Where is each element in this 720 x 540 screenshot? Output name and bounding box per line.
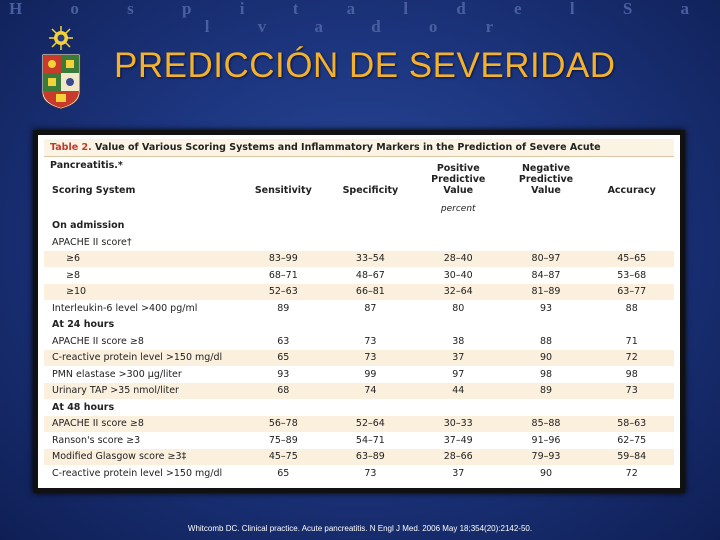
cell-value: 63–89 (327, 449, 414, 466)
slide-title: PREDICCIÓN DE SEVERIDAD (114, 46, 616, 85)
cell-value: 54–71 (355, 434, 385, 446)
cell-value: 98 (539, 368, 553, 380)
cell-value (503, 399, 590, 416)
row-label: Ranson's score ≥3 (52, 434, 141, 446)
table-row (44, 383, 674, 400)
scoring-table (44, 161, 674, 482)
cell-value: 38 (452, 335, 465, 347)
cell-value: 33–54 (327, 251, 414, 268)
citation: Whitcomb DC. Clinical practice. Acute pancreatitis. N Engl J Med. 2006 May 18;354(20):2142-50. (187, 524, 533, 533)
row-label: C-reactive protein level >150 mg/dl (44, 350, 240, 367)
hospital-name: H o s p i t a l d e l S a l v a d o r (8, 0, 712, 36)
cell-value: 80 (452, 302, 465, 314)
header-row (44, 161, 674, 201)
section-row (44, 218, 674, 235)
cell-value: 65 (240, 350, 327, 367)
cell-value (240, 317, 327, 334)
cell-value (589, 218, 674, 235)
cell-value: 28–66 (414, 449, 503, 466)
university-crest-logo (36, 26, 86, 110)
cell-value: 37–49 (443, 434, 473, 446)
cell-value (414, 317, 503, 334)
cell-value: 58–63 (589, 416, 674, 433)
table-row (44, 251, 674, 268)
col-header-specificity: Specificity (342, 185, 399, 196)
section-row (44, 317, 674, 334)
cell-value: 65 (277, 467, 290, 479)
row-label: APACHE II score ≥8 (44, 416, 240, 433)
cell-value: 91–96 (531, 434, 561, 446)
row-label: C-reactive protein level >150 mg/dl (52, 467, 223, 479)
cell-value: 88 (539, 335, 553, 347)
cell-value: 99 (364, 368, 377, 380)
cell-value: 73 (589, 383, 674, 400)
table-row (44, 300, 674, 317)
cell-value: 71 (625, 335, 638, 347)
cell-value (414, 218, 503, 235)
cell-value (503, 317, 590, 334)
cell-value (589, 317, 674, 334)
cell-value (240, 234, 327, 251)
cell-value: 72 (625, 467, 638, 479)
caption-text: Value of Various Scoring Systems and Inflammatory Markers in the Prediction of Severe Acute Pancreatitis.* (50, 142, 601, 171)
table-row (44, 465, 674, 482)
cell-value (589, 399, 674, 416)
col-header-accuracy: Accuracy (607, 185, 656, 196)
cell-value (414, 234, 503, 251)
section-row (44, 399, 674, 416)
table-row (44, 432, 674, 449)
cell-value: 75–89 (268, 434, 298, 446)
table-row (44, 234, 674, 251)
table-row (44, 366, 674, 383)
cell-value: 52–64 (327, 416, 414, 433)
table-row (44, 267, 674, 284)
col-header-ppv: Positive Predictive Value (431, 163, 486, 196)
cell-value: 37 (414, 350, 503, 367)
cell-value (327, 399, 414, 416)
row-label: APACHE II score ≥8 (52, 335, 144, 347)
cell-value: 90 (539, 467, 553, 479)
col-header-npv: Negative Predictive Value (518, 163, 574, 196)
cell-value: 32–64 (414, 284, 503, 301)
table-row (44, 284, 674, 301)
cell-value: 79–93 (503, 449, 590, 466)
caption-label: Table 2. (50, 142, 92, 153)
cell-value: 81–89 (503, 284, 590, 301)
cell-value (503, 234, 590, 251)
cell-value: 73 (364, 335, 377, 347)
row-label: At 24 hours (52, 319, 115, 331)
cell-value: 93 (277, 368, 290, 380)
cell-value: 28–40 (414, 251, 503, 268)
cell-value: 93 (539, 302, 553, 314)
cell-value: 30–40 (443, 269, 473, 281)
unit-note: percent (440, 204, 476, 215)
row-label: Modified Glasgow score ≥3‡ (44, 449, 240, 466)
table-row (44, 333, 674, 350)
cell-value: 89 (277, 302, 290, 314)
row-label: At 48 hours (52, 401, 115, 413)
cell-value: 84–87 (531, 269, 561, 281)
cell-value: 53–68 (617, 269, 647, 281)
cell-value (503, 218, 590, 235)
table-row (44, 416, 674, 433)
cell-value (414, 399, 503, 416)
cell-value: 87 (364, 302, 377, 314)
cell-value: 68 (240, 383, 327, 400)
row-label: PMN elastase >300 µg/liter (52, 368, 182, 380)
cell-value: 48–67 (355, 269, 385, 281)
col-header-sensitivity: Sensitivity (254, 185, 312, 196)
cell-value: 73 (364, 467, 377, 479)
row-label: On admission (52, 220, 125, 232)
table-caption (44, 139, 674, 171)
cell-value: 88 (625, 302, 638, 314)
cell-value (240, 399, 327, 416)
row-label: ≥8 (66, 269, 81, 281)
cell-value: 89 (503, 383, 590, 400)
cell-value: 80–97 (503, 251, 590, 268)
row-label: Interleukin-6 level >400 pg/ml (52, 302, 198, 314)
cell-value: 44 (414, 383, 503, 400)
cell-value: 83–99 (240, 251, 327, 268)
cell-value: 37 (452, 467, 465, 479)
cell-value (240, 218, 327, 235)
cell-value: 63 (277, 335, 290, 347)
cell-value: 74 (327, 383, 414, 400)
table-row (44, 449, 674, 466)
cell-value: 45–65 (589, 251, 674, 268)
row-label: ≥10 (44, 284, 240, 301)
cell-value: 98 (625, 368, 638, 380)
table-row (44, 350, 674, 367)
cell-value: 56–78 (240, 416, 327, 433)
cell-value: 30–33 (414, 416, 503, 433)
star-icon (49, 26, 73, 50)
scoring-table-panel (38, 135, 680, 488)
row-label: APACHE II score† (52, 236, 132, 248)
cell-value: 66–81 (327, 284, 414, 301)
cell-value (327, 317, 414, 334)
cell-value: 97 (452, 368, 465, 380)
cell-value: 72 (589, 350, 674, 367)
cell-value: 63–77 (589, 284, 674, 301)
row-label: ≥6 (44, 251, 240, 268)
cell-value: 59–84 (589, 449, 674, 466)
cell-value (327, 218, 414, 235)
cell-value: 85–88 (503, 416, 590, 433)
row-label: Urinary TAP >35 nmol/liter (44, 383, 240, 400)
cell-value: 90 (503, 350, 590, 367)
cell-value (589, 234, 674, 251)
col-header-scoring-system: Scoring System (52, 185, 136, 196)
cell-value: 45–75 (240, 449, 327, 466)
cell-value: 68–71 (268, 269, 298, 281)
cell-value: 73 (327, 350, 414, 367)
cell-value (327, 234, 414, 251)
table-body (44, 218, 674, 482)
cell-value: 62–75 (617, 434, 647, 446)
cell-value: 52–63 (240, 284, 327, 301)
